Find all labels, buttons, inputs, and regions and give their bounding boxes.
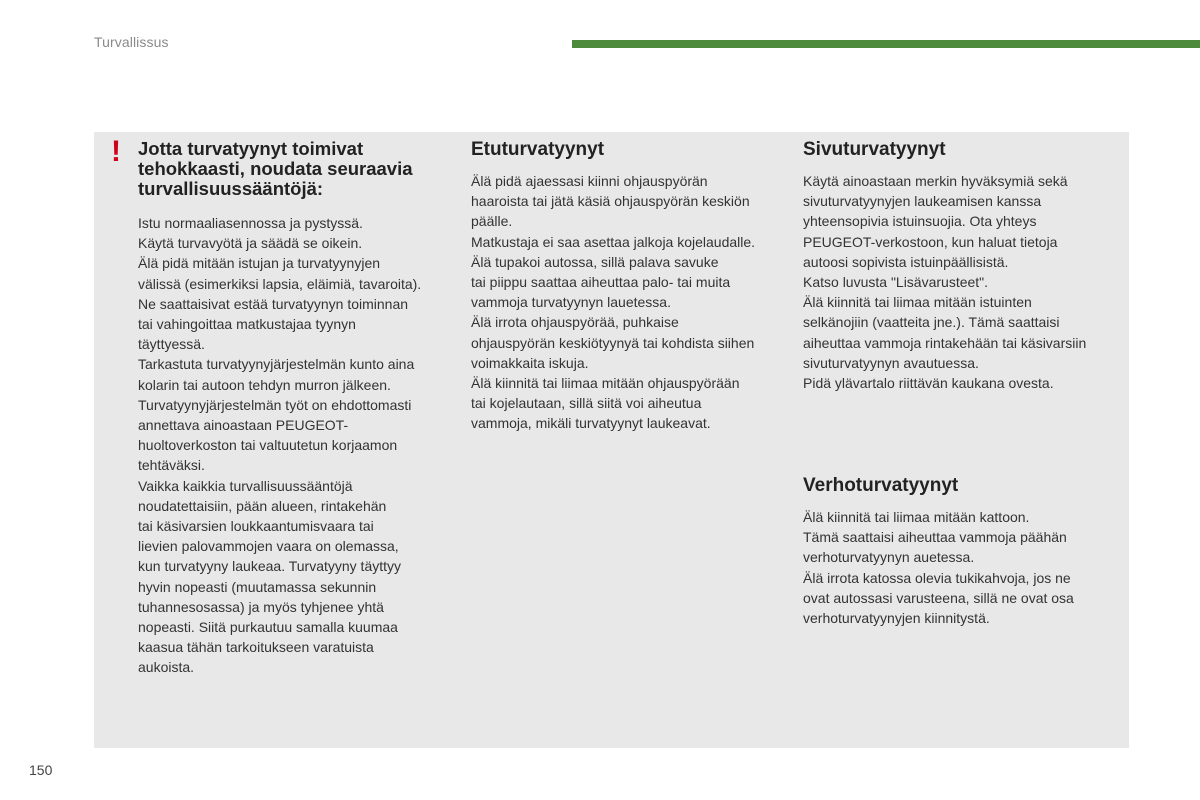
side-airbags-heading: Sivuturvatyynyt <box>803 139 946 160</box>
text-line: annettava ainoastaan PEUGEOT- <box>138 417 349 434</box>
text-line: kolarin tai autoon tehdyn murron jälkeen. <box>138 376 391 393</box>
section-accent-bar <box>572 40 1200 48</box>
text-line: Tämä saattaisi aiheuttaa vammoja päähän <box>803 529 1067 546</box>
text-line: vammoja turvatyynyn lauetessa. <box>471 294 671 311</box>
warning-column <box>138 139 458 678</box>
text-line: yhteensopivia istuinsuojia. Ota yhteys <box>803 213 1037 230</box>
text-line: autoosi sopivista istuinpäällisistä. <box>803 253 1009 270</box>
text-line: Tarkastuta turvatyynyjärjestelmän kunto aina <box>138 356 415 373</box>
text-line: ohjauspyörän keskiötyynyä tai kohdista siihen <box>471 334 755 351</box>
text-line: Älä kiinnitä tai liimaa mitään kattoon. <box>803 509 1030 525</box>
text-line: Älä kiinnitä tai liimaa mitään istuinten <box>803 294 1032 311</box>
text-line: lievien palovammojen vaara on olemassa, <box>138 538 399 555</box>
warning-title-line: tehokkaasti, noudata seuraavia <box>138 158 413 179</box>
text-line: Vaikka kaikkia turvallisuussääntöjä <box>138 477 353 494</box>
text-line: kun turvatyyny laukeaa. Turvatyyny täyttyy <box>138 558 402 575</box>
text-line: hyvin nopeasti (muutamassa sekunnin <box>138 578 377 595</box>
warning-title-line: turvallisuussääntöjä: <box>138 178 324 199</box>
text-line: aiheuttaa vammoja rintakehään tai käsivarsiin <box>803 334 1087 351</box>
text-line: tuhannesosassa) ja myös tyhjenee yhtä <box>138 598 384 615</box>
side-airbags-body <box>803 171 1123 393</box>
text-line: Älä irrota ohjauspyörää, puhkaise <box>471 314 679 331</box>
side-airbags-column <box>803 139 1123 393</box>
front-airbags-heading: Etuturvatyynyt <box>471 139 605 160</box>
warning-body <box>138 213 458 678</box>
text-line: Älä irrota katossa olevia tukikahvoja, jos ne <box>803 569 1071 586</box>
text-line: Älä pidä ajaessasi kiinni ohjauspyörän <box>471 173 708 189</box>
text-line: Katso luvusta "Lisävarusteet". <box>803 274 989 291</box>
text-line: sivuturvatyynyjen laukeamisen kanssa <box>803 193 1042 210</box>
text-line: Matkustaja ei saa asettaa jalkoja kojelaudalle. <box>471 233 756 250</box>
text-line: Käytä ainoastaan merkin hyväksymiä sekä <box>803 173 1068 189</box>
text-line: kaasua tähän tarkoitukseen varatuista <box>138 639 374 656</box>
curtain-airbags-column <box>803 475 1123 628</box>
text-line: PEUGEOT-verkostoon, kun haluat tietoja <box>803 233 1058 250</box>
text-line: Istu normaaliasennossa ja pystyssä. <box>138 215 363 231</box>
text-line: aukoista. <box>138 659 195 676</box>
text-line: nopeasti. Siitä purkautuu samalla kuumaa <box>138 619 398 636</box>
text-line: haaroista tai jätä käsiä ohjauspyörän keskiön <box>471 193 750 210</box>
text-line: verhoturvatyynyn auetessa. <box>803 549 975 566</box>
page-number: 150 <box>29 762 53 778</box>
text-line: välissä (esimerkiksi lapsia, eläimiä, tavaroita). <box>138 275 422 292</box>
text-line: sivuturvatyynyn avautuessa. <box>803 354 979 371</box>
exclamation-icon: ! <box>111 135 121 168</box>
text-line: Älä pidä mitään istujan ja turvatyynyjen <box>138 255 381 272</box>
curtain-airbags-heading: Verhoturvatyynyt <box>803 475 959 496</box>
text-line: tehtäväksi. <box>138 457 205 474</box>
text-line: vammoja, mikäli turvatyynyt laukeavat. <box>471 415 711 432</box>
text-line: Älä kiinnitä tai liimaa mitään ohjauspyörään <box>471 375 740 392</box>
text-line: Käytä turvavyötä ja säädä se oikein. <box>138 235 363 252</box>
front-airbags-column <box>471 139 789 434</box>
section-label: Turvallissus <box>94 34 169 50</box>
text-line: ovat autossasi varusteena, sillä ne ovat osa <box>803 589 1074 606</box>
warning-title-line: Jotta turvatyynyt toimivat <box>138 138 364 159</box>
text-line: Pidä ylävartalo riittävän kaukana ovesta. <box>803 375 1054 392</box>
text-line: noudatettaisiin, pään alueen, rintakehän <box>138 497 387 514</box>
text-line: huoltoverkoston tai valtuutetun korjaamon <box>138 437 398 454</box>
text-line: tai vahingoittaa matkustajaa tyynyn <box>138 316 356 333</box>
text-line: Turvatyynyjärjestelmän työt on ehdottomasti <box>138 396 412 413</box>
warning-title <box>138 139 458 199</box>
text-line: päälle. <box>471 213 513 230</box>
text-line: tai kojelautaan, sillä siitä voi aiheutua <box>471 395 702 412</box>
front-airbags-body <box>471 171 789 434</box>
text-line: tai käsivarsien loukkaantumisvaara tai <box>138 518 374 535</box>
text-line: Älä tupakoi autossa, sillä palava savuke <box>471 253 719 270</box>
text-line: tai piippu saattaa aiheuttaa palo- tai muita <box>471 274 731 291</box>
text-line: selkänojiin (vaatteita jne.). Tämä saattaisi <box>803 314 1060 331</box>
text-line: verhoturvatyynyjen kiinnitystä. <box>803 610 990 627</box>
text-line: Ne saattaisivat estää turvatyynyn toiminnan <box>138 295 409 312</box>
text-line: voimakkaita iskuja. <box>471 354 589 371</box>
text-line: täyttyessä. <box>138 336 205 353</box>
curtain-airbags-body <box>803 507 1123 628</box>
